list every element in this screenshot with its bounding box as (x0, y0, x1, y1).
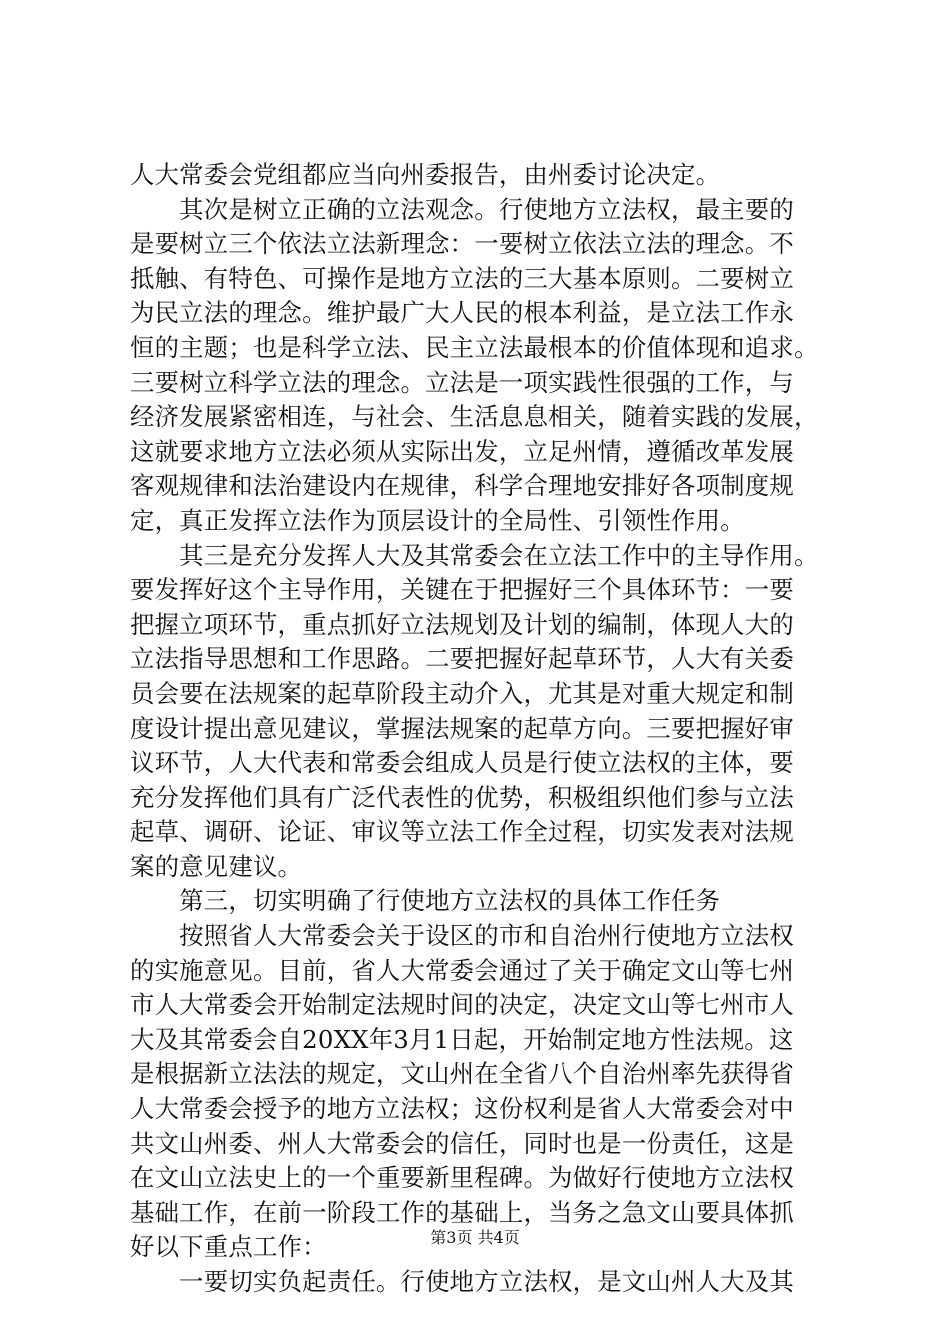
text-line: 客观规律和法治建设内在规律，科学合理地安排好各项制度规 (130, 471, 794, 501)
text-line: 要发挥好这个主导作用，关键在于把握好三个具体环节：一要 (130, 575, 794, 605)
text-line: 一要切实负起责任。行使地方立法权，是文山州人大及其 (130, 1267, 794, 1296)
section-heading: 第三，切实明确了行使地方立法权的具体工作任务 (130, 886, 721, 916)
text-line: 度设计提出意见建议，掌握法规案的起草方向。三要把握好审 (130, 713, 794, 743)
text-line: 这就要求地方立法必须从实际出发，立足州情，遵循改革发展 (130, 436, 794, 466)
text-line: 员会要在法规案的起草阶段主动介入，尤其是对重大规定和制 (130, 678, 794, 708)
text-line: 基础工作，在前一阶段工作的基础上，当务之急文山要具体抓 (130, 1197, 794, 1227)
text-line: 的实施意见。目前，省人大常委会通过了关于确定文山等七州 (130, 955, 794, 985)
text-line: 人大常委会授予的地方立法权；这份权利是省人大常委会对中 (130, 1094, 794, 1124)
text-line: 起草、调研、论证、审议等立法工作全过程，切实发表对法规 (130, 817, 794, 847)
text-line: 三要树立科学立法的理念。立法是一项实践性很强的工作，与 (130, 367, 794, 397)
body-text (130, 158, 830, 1300)
text-line: 其次是树立正确的立法观念。行使地方立法权，最主要的 (130, 194, 794, 224)
text-line: 共文山州委、州人大常委会的信任，同时也是一份责任，这是 (130, 1128, 794, 1158)
text-line: 抵触、有特色、可操作是地方立法的三大基本原则。二要树立 (130, 263, 794, 293)
text-line: 其三是充分发挥人大及其常委会在立法工作中的主导作用。 (130, 540, 819, 570)
text-line: 是要树立三个依法立法新理念：一要树立依法立法的理念。不 (130, 229, 794, 259)
text-line: 市人大常委会开始制定法规时间的决定，决定文山等七州市人 (130, 990, 794, 1020)
text-line: 大及其常委会自20XX年3月1日起，开始制定地方性法规。这 (130, 1024, 794, 1054)
text-line: 在文山立法史上的一个重要新里程碑。为做好行使地方立法权 (130, 1163, 794, 1193)
text-line: 人大常委会党组都应当向州委报告，由州委讨论决定。 (130, 160, 721, 189)
text-line: 是根据新立法法的规定，文山州在全省八个自治州率先获得省 (130, 1059, 794, 1089)
page-number-footer: 第3页 共4页 (430, 1228, 520, 1247)
text-line: 定，真正发挥立法作为顶层设计的全局性、引领性作用。 (130, 505, 745, 535)
text-line: 经济发展紧密相连，与社会、生活息息相关，随着实践的发展， (130, 402, 819, 432)
text-line: 立法指导思想和工作思路。二要把握好起草环节，人大有关委 (130, 644, 794, 674)
text-line: 议环节，人大代表和常委会组成人员是行使立法权的主体，要 (130, 748, 794, 778)
text-line: 充分发挥他们具有广泛代表性的优势，积极组织他们参与立法 (130, 782, 794, 812)
text-line: 为民立法的理念。维护最广大人民的根本利益，是立法工作永 (130, 298, 794, 328)
text-line: 按照省人大常委会关于设区的市和自治州行使地方立法权 (130, 921, 794, 951)
text-line: 把握立项环节，重点抓好立法规划及计划的编制，体现人大的 (130, 609, 794, 639)
text-line: 好以下重点工作： (130, 1232, 327, 1262)
text-line: 案的意见建议。 (130, 851, 303, 881)
text-line: 恒的主题；也是科学立法、民主立法最根本的价值体现和追求。 (130, 332, 819, 362)
